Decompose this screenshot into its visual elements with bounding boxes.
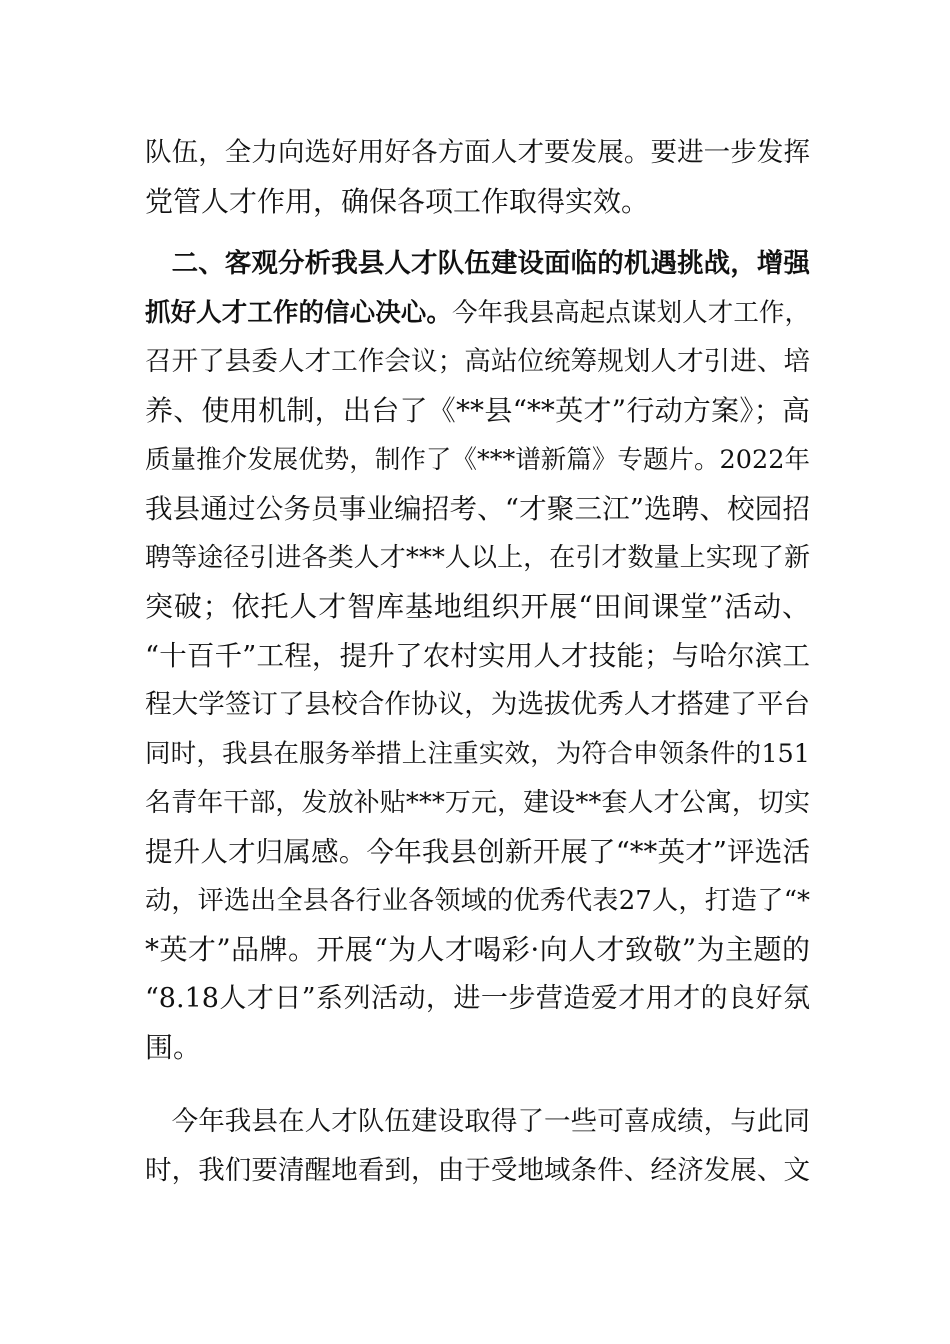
- section-heading-continued: 抓好人才工作的信心决心。: [145, 298, 452, 328]
- text-line: 今年我县在人才队伍建设取得了一些可喜成绩，与此同: [145, 1106, 810, 1137]
- text-line: 动，评选出全县各行业各领域的优秀代表27人，打造了“*: [145, 886, 810, 916]
- text-line: 突破；依托人才智库基地组织开展“田间课堂”活动、: [145, 590, 810, 623]
- text-line: *英才”品牌。开展“为人才喝彩·向人才致敬”为主题的: [145, 933, 810, 966]
- text-line: 时，我们要清醒地看到，由于受地域条件、经济发展、文: [145, 1155, 810, 1186]
- text-line: 同时，我县在服务举措上注重实效，为符合申领条件的151: [145, 739, 810, 769]
- text-line: 召开了县委人才工作会议；高站位统筹规划人才引进、培: [145, 346, 810, 377]
- text-line: 党管人才作用，确保各项工作取得实效。: [145, 185, 650, 218]
- text-line: 提升人才归属感。今年我县创新开展了“**英才”评选活: [145, 836, 810, 868]
- section-heading: 二、客观分析我县人才队伍建设面临的机遇挑战，增强: [145, 248, 810, 279]
- text-line: “十百千”工程，提升了农村实用人才技能；与哈尔滨工: [145, 640, 810, 672]
- text-line: 围。: [145, 1031, 202, 1064]
- text-line: 质量推介发展优势，制作了《***谱新篇》专题片。2022年: [145, 445, 810, 475]
- text-line: 程大学签订了县校合作协议，为选拔优秀人才搭建了平台: [145, 689, 810, 720]
- text-line: 我县通过公务员事业编招考、“才聚三江”选聘、校园招: [145, 493, 810, 525]
- text-line: 养、使用机制，出台了《**县“**英才”行动方案》；高: [145, 394, 810, 427]
- text-span: 今年我县高起点谋划人才工作，: [451, 298, 810, 328]
- text-line: 队伍，全力向选好用好各方面人才要发展。要进一步发挥: [145, 137, 810, 168]
- text-line: “8.18人才日”系列活动，进一步营造爱才用才的良好氛: [145, 983, 810, 1014]
- text-line: 名青年干部，发放补贴***万元，建设**套人才公寓，切实: [145, 788, 810, 818]
- text-line: 聘等途径引进各类人才***人以上，在引才数量上实现了新: [145, 543, 810, 573]
- text-line: [145, 293, 810, 333]
